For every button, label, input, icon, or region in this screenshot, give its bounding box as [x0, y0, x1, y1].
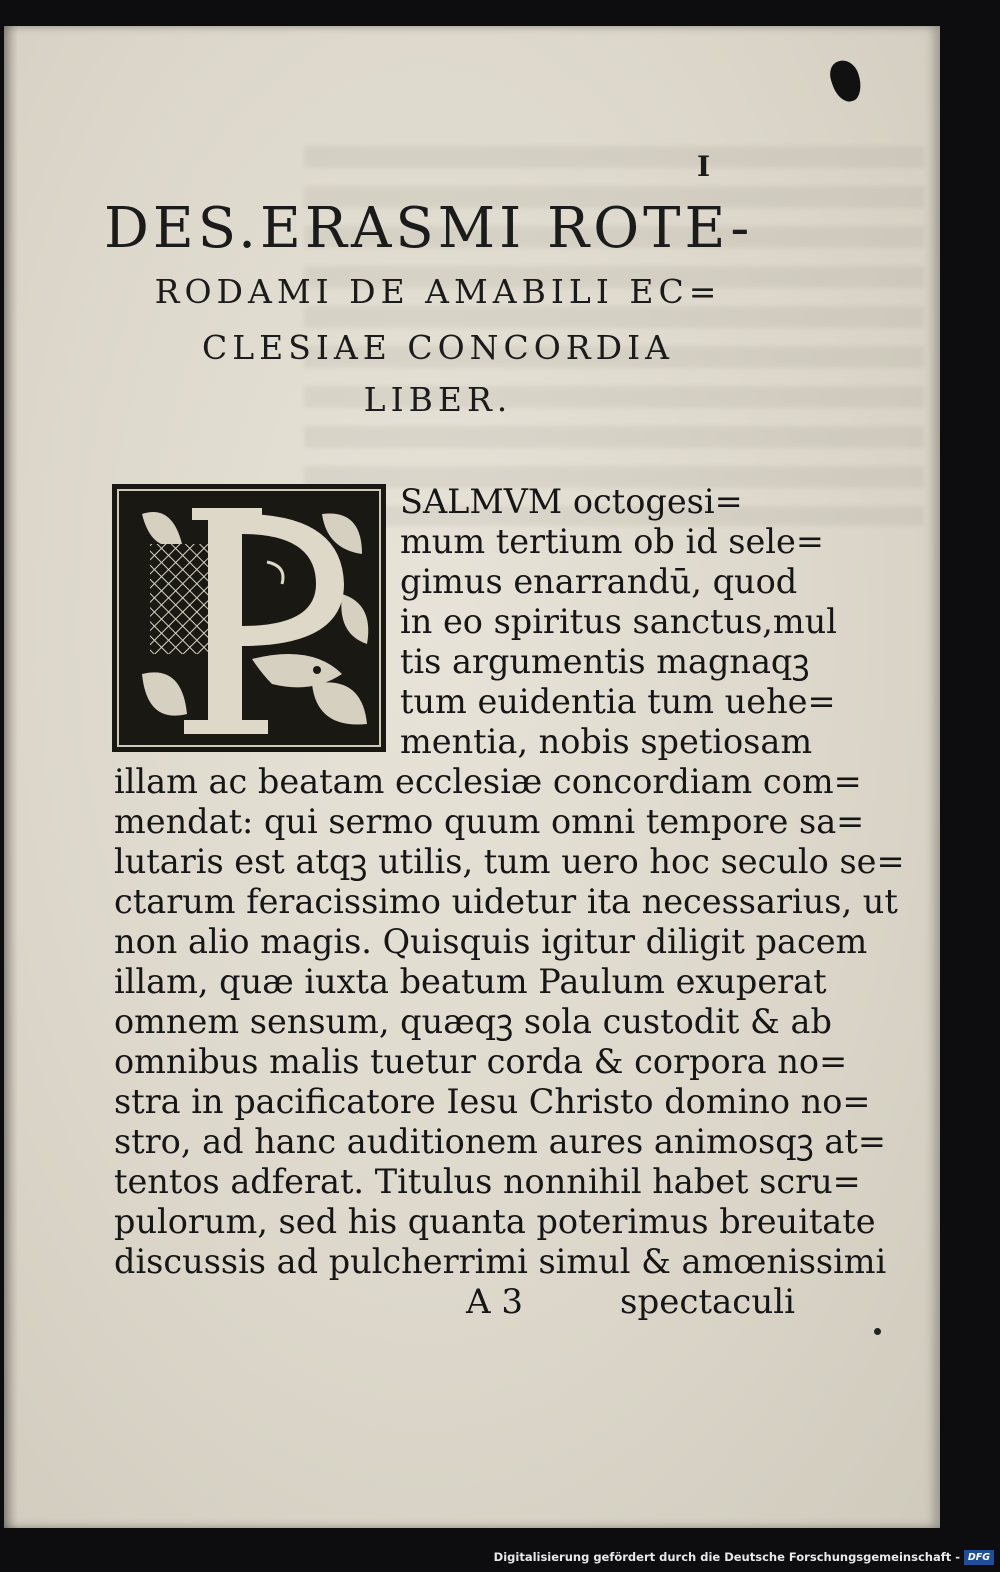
- title-line-2: RODAMI DE AMABILI EC=: [154, 272, 722, 311]
- text-line: ctarum feracissimo uidetur ita necessarius, ut: [114, 882, 898, 921]
- ink-dot: [874, 1328, 881, 1335]
- folio-number: I: [697, 150, 711, 183]
- text-line: non alio magis. Quisquis igitur diligit pacem: [114, 922, 868, 961]
- text-line: SALMVM octogesi=: [400, 482, 743, 521]
- spine-shadow: [4, 26, 18, 1528]
- title-line-1: DES.ERASMI ROTE-: [104, 196, 754, 261]
- dfg-logo: DFG: [964, 1550, 994, 1565]
- title-line-4: LIBER.: [363, 380, 513, 419]
- funding-credit: Digitalisierung gefördert durch die Deutsche Forschungsgemeinschaft -: [493, 1550, 960, 1564]
- ink-blot: [826, 57, 866, 106]
- text-line: tis argumentis magnaqꝫ: [400, 642, 810, 681]
- text-line: mentia, nobis spetiosam: [400, 722, 813, 761]
- text-line: gimus enarrandū, quod: [400, 562, 798, 601]
- decorated-initial-p-woodcut: [112, 484, 386, 752]
- text-line: mum tertium ob id sele=: [400, 522, 824, 561]
- text-line: stro, ad hanc auditionem aures animosqꝫ at=: [114, 1122, 886, 1161]
- title-line-3: CLESIAE CONCORDIA: [202, 328, 674, 367]
- text-line: illam ac beatam ecclesiæ concordiam com=: [114, 762, 862, 801]
- decorated-initial-art: [112, 484, 386, 752]
- catchword: spectaculi: [620, 1282, 795, 1322]
- text-line: tum euidentia tum uehe=: [400, 682, 836, 721]
- text-line: tentos adferat. Titulus nonnihil habet scru=: [114, 1162, 861, 1201]
- text-line: lutaris est atqꝫ utilis, tum uero hoc seculo se=: [114, 842, 905, 881]
- text-line: mendat: qui sermo quum omni tempore sa=: [114, 802, 865, 841]
- text-line: illam, quæ iuxta beatum Paulum exuperat: [114, 962, 827, 1001]
- text-line: omnem sensum, quæqꝫ sola custodit & ab: [114, 1002, 832, 1041]
- text-line: stra in pacificatore Iesu Christo domino no=: [114, 1082, 871, 1121]
- text-line: pulorum, sed his quanta poterimus breuitate: [114, 1202, 876, 1241]
- text-line: omnibus malis tuetur corda & corpora no=: [114, 1042, 848, 1081]
- text-line: in eo spiritus sanctus,mul: [400, 602, 837, 641]
- text-line: discussis ad pulcherrimi simul & amœnissimi: [114, 1242, 887, 1281]
- signature-mark: A 3: [466, 1282, 523, 1322]
